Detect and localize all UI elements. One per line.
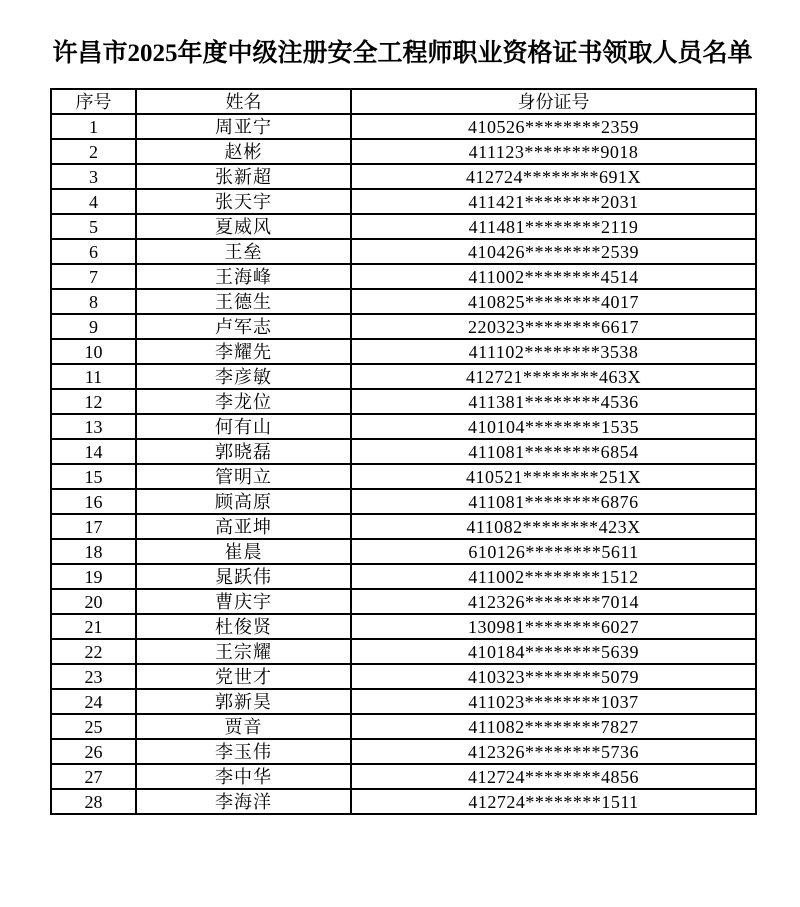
- cell-no: 15: [51, 464, 136, 489]
- cell-no: 26: [51, 739, 136, 764]
- table-row: [51, 389, 756, 414]
- table-row: [51, 714, 756, 739]
- cell-no: 5: [51, 214, 136, 239]
- cell-id: 412326********5736: [351, 739, 756, 764]
- table-row: [51, 689, 756, 714]
- cell-name: 张天宇: [136, 189, 351, 214]
- cell-no: 1: [51, 114, 136, 139]
- cell-name: 赵彬: [136, 139, 351, 164]
- cell-name: 高亚坤: [136, 514, 351, 539]
- table-row: [51, 514, 756, 539]
- cell-id: 412326********7014: [351, 589, 756, 614]
- cell-id: 411421********2031: [351, 189, 756, 214]
- cell-id: 411081********6876: [351, 489, 756, 514]
- cell-id: 412724********4856: [351, 764, 756, 789]
- cell-id: 411082********423X: [351, 514, 756, 539]
- cell-id: 410104********1535: [351, 414, 756, 439]
- table-row: [51, 189, 756, 214]
- cell-id: 411123********9018: [351, 139, 756, 164]
- table-row: [51, 289, 756, 314]
- cell-id: 410521********251X: [351, 464, 756, 489]
- cell-no: 4: [51, 189, 136, 214]
- cell-id: 411082********7827: [351, 714, 756, 739]
- cell-no: 13: [51, 414, 136, 439]
- cell-no: 10: [51, 339, 136, 364]
- cell-no: 6: [51, 239, 136, 264]
- cell-no: 28: [51, 789, 136, 814]
- cell-no: 24: [51, 689, 136, 714]
- cell-no: 19: [51, 564, 136, 589]
- table-row: [51, 764, 756, 789]
- cell-id: 220323********6617: [351, 314, 756, 339]
- cell-name: 周亚宁: [136, 114, 351, 139]
- cell-no: 9: [51, 314, 136, 339]
- cell-id: 410184********5639: [351, 639, 756, 664]
- cell-id: 411381********4536: [351, 389, 756, 414]
- column-header-serial: 序号: [51, 89, 136, 114]
- table-row: [51, 539, 756, 564]
- cell-id: 130981********6027: [351, 614, 756, 639]
- table-row: [51, 589, 756, 614]
- cell-id: 410825********4017: [351, 289, 756, 314]
- cell-name: 管明立: [136, 464, 351, 489]
- table-body: [51, 114, 756, 814]
- table-row: [51, 739, 756, 764]
- table-row: [51, 439, 756, 464]
- cell-id: 411023********1037: [351, 689, 756, 714]
- table-row: [51, 339, 756, 364]
- cell-name: 王德生: [136, 289, 351, 314]
- certificate-recipient-table: [50, 88, 757, 815]
- cell-name: 崔晨: [136, 539, 351, 564]
- cell-name: 杜俊贤: [136, 614, 351, 639]
- cell-name: 郭新昊: [136, 689, 351, 714]
- table-row: [51, 264, 756, 289]
- cell-name: 李中华: [136, 764, 351, 789]
- cell-name: 何有山: [136, 414, 351, 439]
- cell-id: 410526********2359: [351, 114, 756, 139]
- cell-name: 李彦敏: [136, 364, 351, 389]
- cell-id: 411481********2119: [351, 214, 756, 239]
- cell-no: 20: [51, 589, 136, 614]
- cell-name: 李耀先: [136, 339, 351, 364]
- column-header-name: 姓名: [136, 89, 351, 114]
- cell-name: 李玉伟: [136, 739, 351, 764]
- table-row: [51, 139, 756, 164]
- cell-no: 16: [51, 489, 136, 514]
- cell-no: 11: [51, 364, 136, 389]
- table-row: [51, 239, 756, 264]
- table-row: [51, 164, 756, 189]
- cell-no: 14: [51, 439, 136, 464]
- cell-id: 411002********1512: [351, 564, 756, 589]
- cell-no: 22: [51, 639, 136, 664]
- cell-no: 23: [51, 664, 136, 689]
- cell-name: 晁跃伟: [136, 564, 351, 589]
- cell-no: 12: [51, 389, 136, 414]
- cell-id: 412724********1511: [351, 789, 756, 814]
- page-title: 许昌市2025年度中级注册安全工程师职业资格证书领取人员名单: [52, 40, 753, 67]
- table-row: [51, 614, 756, 639]
- cell-id: 410323********5079: [351, 664, 756, 689]
- table-row: [51, 564, 756, 589]
- cell-name: 王宗耀: [136, 639, 351, 664]
- table-row: [51, 789, 756, 814]
- table-row: [51, 364, 756, 389]
- cell-no: 8: [51, 289, 136, 314]
- cell-name: 王海峰: [136, 264, 351, 289]
- cell-name: 夏威风: [136, 214, 351, 239]
- table-header-row: [51, 89, 756, 114]
- table-row: [51, 414, 756, 439]
- cell-id: 411002********4514: [351, 264, 756, 289]
- cell-no: 18: [51, 539, 136, 564]
- cell-name: 曹庆宇: [136, 589, 351, 614]
- table-row: [51, 314, 756, 339]
- cell-id: 412724********691X: [351, 164, 756, 189]
- table-row: [51, 489, 756, 514]
- cell-id: 411081********6854: [351, 439, 756, 464]
- table-row: [51, 464, 756, 489]
- cell-name: 李龙位: [136, 389, 351, 414]
- cell-name: 王垒: [136, 239, 351, 264]
- cell-no: 25: [51, 714, 136, 739]
- cell-name: 顾高原: [136, 489, 351, 514]
- cell-no: 27: [51, 764, 136, 789]
- cell-name: 郭晓磊: [136, 439, 351, 464]
- cell-name: 卢军志: [136, 314, 351, 339]
- cell-no: 7: [51, 264, 136, 289]
- cell-id: 410426********2539: [351, 239, 756, 264]
- table-row: [51, 114, 756, 139]
- table-row: [51, 639, 756, 664]
- cell-no: 17: [51, 514, 136, 539]
- cell-id: 412721********463X: [351, 364, 756, 389]
- cell-no: 2: [51, 139, 136, 164]
- column-header-id-number: 身份证号: [351, 89, 756, 114]
- cell-name: 党世才: [136, 664, 351, 689]
- cell-no: 3: [51, 164, 136, 189]
- cell-no: 21: [51, 614, 136, 639]
- cell-name: 李海洋: [136, 789, 351, 814]
- table-row: [51, 664, 756, 689]
- cell-id: 411102********3538: [351, 339, 756, 364]
- cell-name: 张新超: [136, 164, 351, 189]
- cell-name: 贾音: [136, 714, 351, 739]
- cell-id: 610126********5611: [351, 539, 756, 564]
- table-row: [51, 214, 756, 239]
